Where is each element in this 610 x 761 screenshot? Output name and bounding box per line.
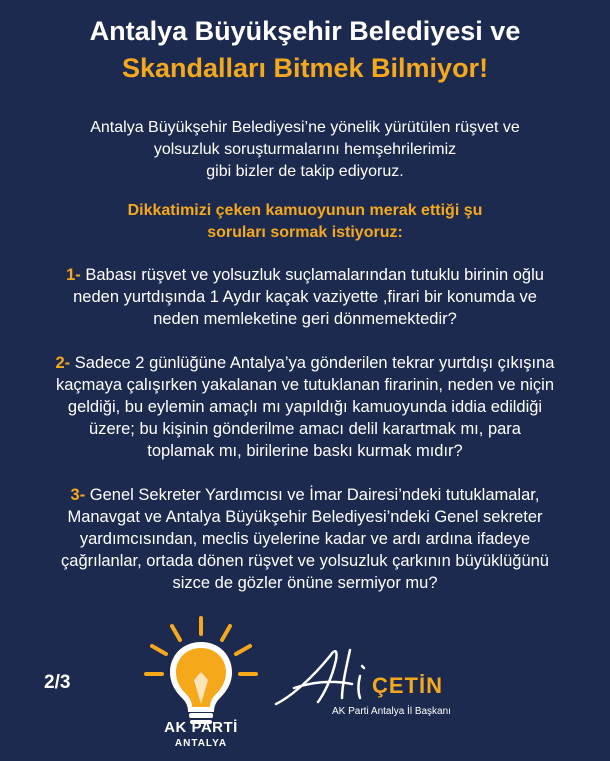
intro-line: Antalya Büyükşehir Belediyesi’ne yönelik yürütülen rüşvet ve bbox=[90, 119, 520, 136]
question-line: yardımcısından, meclis üyelerine kadar ve ardı ardına ifadeye bbox=[79, 530, 531, 548]
signature-role: AK Parti Antalya İl Başkanı bbox=[332, 706, 451, 717]
intro-line: yolsuzluk soruşturmalarını hemşehrilerimiz bbox=[153, 141, 457, 158]
question-line: çağrılanlar, ortada dönen rüşvet ve yolsuzluk çarkının büyüklüğünü bbox=[61, 552, 549, 570]
page-indicator: 2/3 bbox=[44, 672, 71, 693]
questions-heading-line: soruları sormak istiyoruz: bbox=[207, 224, 403, 241]
question-2 bbox=[12, 352, 598, 462]
question-1 bbox=[12, 264, 598, 330]
question-number: 3- bbox=[70, 486, 86, 504]
question-number: 2- bbox=[55, 354, 71, 372]
page-title: Antalya Büyükşehir Belediyesi ve bbox=[89, 16, 521, 46]
question-line: Manavgat ve Antalya Büyükşehir Belediyesi’ndeki Genel sekreter bbox=[67, 508, 543, 526]
logo-name: AK PARTİ bbox=[164, 719, 238, 736]
signature-surname: ÇETİN bbox=[372, 673, 443, 698]
questions-heading bbox=[40, 200, 570, 244]
question-line: neden yurtdışında 1 Aydır kaçak vaziyette ,firari bir konumda ve bbox=[73, 288, 537, 306]
question-number: 1- bbox=[66, 266, 81, 284]
page-subtitle: Skandalları Bitmek Bilmiyor! bbox=[121, 53, 489, 83]
intro-paragraph bbox=[40, 117, 570, 183]
question-line: üzere; bu kişinin gönderilme amacı delil karartmak mı, para bbox=[89, 420, 521, 438]
question-line: 3- Genel Sekreter Yardımcısı ve İmar Dairesi’ndeki tutuklamalar, bbox=[70, 486, 540, 504]
question-line: geldiği, bu eylemin amaçlı mı yapıldığı kamuoyunda iddia edildiği bbox=[67, 398, 543, 416]
question-line: 2- Sadece 2 günlüğüne Antalya’ya gönderilen tekrar yurtdışı çıkışına bbox=[55, 354, 555, 372]
question-line: kaçmaya çalışırken yakalanan ve tutuklanan firarinin, neden ve niçin bbox=[55, 376, 555, 394]
question-line: neden memleketine geri dönmemektedir? bbox=[153, 310, 457, 328]
question-line: 1- Babası rüşvet ve yolsuzluk suçlamalarından tutuklu birinin oğlu bbox=[66, 266, 544, 284]
intro-line: gibi bizler de takip ediyoruz. bbox=[206, 163, 404, 180]
question-line: sizce de gözler önüne sermiyor mu? bbox=[172, 574, 438, 592]
question-line: toplamak mı, birilerine baskı kurmak mıdır? bbox=[147, 442, 463, 460]
question-3 bbox=[12, 484, 598, 594]
logo-city: ANTALYA bbox=[174, 738, 228, 749]
questions-heading-line: Dikkatimizi çeken kamuoyunun merak ettiği şu bbox=[127, 202, 483, 219]
